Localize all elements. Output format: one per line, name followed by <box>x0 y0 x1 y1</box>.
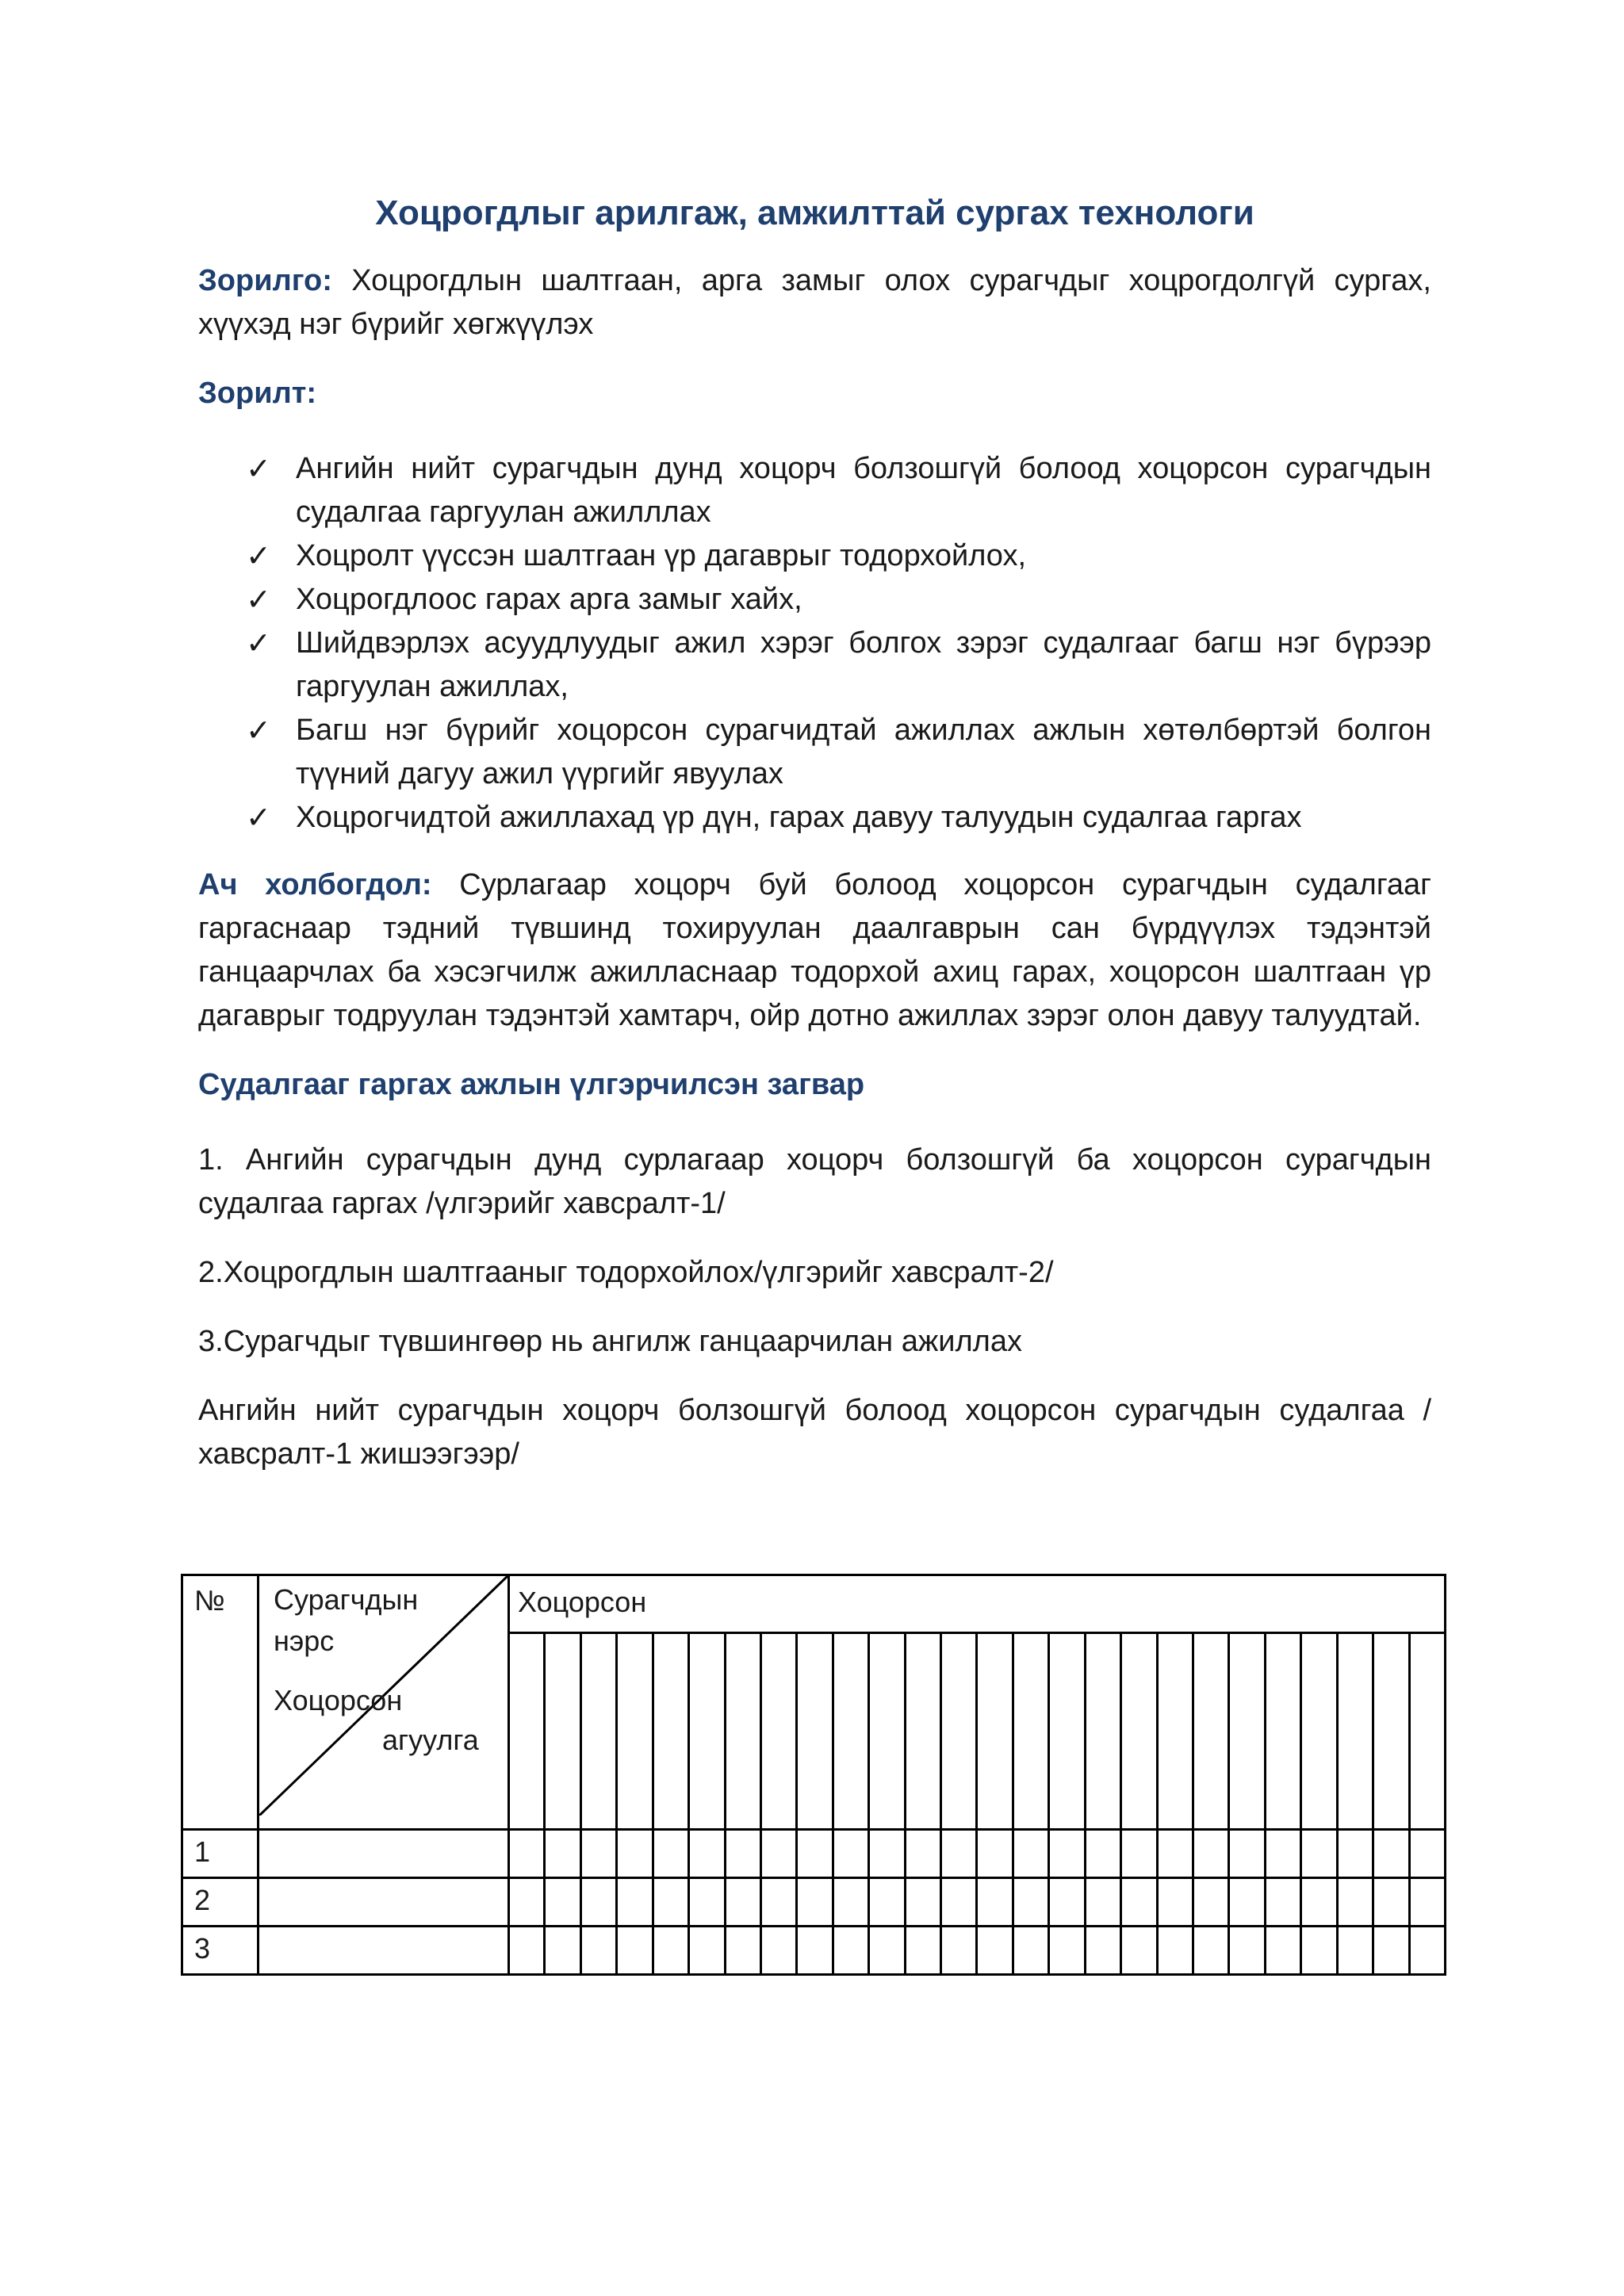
row-number: 1 <box>182 1830 259 1878</box>
checkmark-icon: ✓ <box>246 713 271 748</box>
table-cell[interactable] <box>1193 1830 1229 1878</box>
table-cell[interactable] <box>725 1927 760 1975</box>
table-cell[interactable] <box>869 1878 905 1927</box>
subcolumn-header-cell <box>977 1633 1013 1830</box>
subcolumn-header-cell <box>1085 1633 1120 1830</box>
objective-item <box>246 447 1431 534</box>
objectives-list <box>198 447 1431 840</box>
subcolumn-header-cell <box>1157 1633 1193 1830</box>
importance-label: Ач холбогдол: <box>198 868 432 902</box>
subcolumn-header-cell <box>689 1633 725 1830</box>
checkmark-icon: ✓ <box>246 582 271 618</box>
subcolumn-header-cell <box>1265 1633 1300 1830</box>
objective-text: Ангийн нийт сурагчдын дунд хоцорч болзошгүй болоод хоцорсон сурагчдын судалгаа гаргуулан ажилллах <box>296 452 1431 530</box>
table-cell[interactable] <box>545 1830 580 1878</box>
table-cell[interactable] <box>689 1830 725 1878</box>
table-cell[interactable] <box>1301 1830 1337 1878</box>
table-cell[interactable] <box>1157 1927 1193 1975</box>
table-cell[interactable] <box>689 1878 725 1927</box>
table-cell[interactable] <box>1301 1927 1337 1975</box>
table-row <box>182 1830 1446 1878</box>
table-cell[interactable] <box>580 1830 616 1878</box>
goal-label: Зорилго: <box>198 264 332 298</box>
name-header-bottom-1: Хоцорсон <box>274 1684 403 1716</box>
table-cell[interactable] <box>580 1927 616 1975</box>
table-cell[interactable] <box>1157 1830 1193 1878</box>
table-cell[interactable] <box>1373 1927 1409 1975</box>
subcolumn-header-cell <box>580 1633 616 1830</box>
table-cell[interactable] <box>617 1927 653 1975</box>
table-cell[interactable] <box>653 1878 688 1927</box>
objectives-label: Зорилт: <box>198 377 316 411</box>
table-cell[interactable] <box>1229 1878 1265 1927</box>
subcolumn-header-cell <box>869 1633 905 1830</box>
importance-text: Сурлагаар хоцорч буй болоод хоцорсон сурагчдын судалгааг гаргаснаар тэдний түвшинд тохируулан даалгаврын сан бүрдүүлэх тэдэнтэй ганцаарчлах ба хэсэгчилж ажилласнаар тодорхой ахиц гарах, хоцорсон шалтгаан үр дагаврыг тодруулан тэдэнтэй хамтарч, ойр дотно ажиллах зэрэг олон давуу талуудтай. <box>198 868 1431 1033</box>
row-number: 3 <box>182 1927 259 1975</box>
subcolumn-header-cell <box>941 1633 977 1830</box>
document-title: Хоцрогдлыг арилгаж, амжилттай сургах технологи <box>375 193 1254 232</box>
table-cell[interactable] <box>1229 1927 1265 1975</box>
survey-table <box>181 1574 1446 1976</box>
table-cell[interactable] <box>1121 1927 1157 1975</box>
name-header-bottom-2: агуулга <box>382 1724 479 1756</box>
table-cell[interactable] <box>545 1927 580 1975</box>
student-name-cell[interactable] <box>259 1830 509 1878</box>
subcolumn-header-cell <box>1049 1633 1085 1830</box>
table-cell[interactable] <box>1337 1830 1373 1878</box>
table-cell[interactable] <box>1013 1878 1048 1927</box>
step-2: 2.Хоцрогдлын шалтгааныг тодорхойлох/үлгэрийг хавсралт-2/ <box>198 1256 1054 1290</box>
table-cell[interactable] <box>1337 1878 1373 1927</box>
subcolumn-header-cell <box>797 1633 833 1830</box>
subcolumn-header-cell <box>760 1633 796 1830</box>
objective-text: Хоцрогдлоос гарах арга замыг хайх, <box>296 583 802 617</box>
table-cell[interactable] <box>833 1830 868 1878</box>
goal-paragraph <box>198 259 1431 346</box>
table-cell[interactable] <box>509 1878 545 1927</box>
step-3: 3.Сурагчдыг түвшингөөр нь ангилж ганцаарчилан ажиллах <box>198 1325 1022 1359</box>
goal-text: Хоцрогдлын шалтгаан, арга замыг олох сурагчдыг хоцрогдолгүй сургах, хүүхэд нэг бүрийг хөгжүүлэх <box>198 264 1431 342</box>
table-cell[interactable] <box>1229 1830 1265 1878</box>
objective-item <box>246 796 1431 840</box>
checkmark-icon: ✓ <box>246 538 271 574</box>
subcolumn-header-cell <box>1409 1633 1445 1830</box>
group-header: Хоцорсон <box>509 1575 1446 1633</box>
table-cell[interactable] <box>725 1830 760 1878</box>
subcolumn-header-cell <box>833 1633 868 1830</box>
subcolumn-header-cell <box>1337 1633 1373 1830</box>
student-name-cell[interactable] <box>259 1878 509 1927</box>
subcolumn-header-cell <box>905 1633 940 1830</box>
table-cell[interactable] <box>977 1830 1013 1878</box>
table-cell[interactable] <box>653 1830 688 1878</box>
table-cell[interactable] <box>1049 1927 1085 1975</box>
table-cell[interactable] <box>760 1927 796 1975</box>
step-1: 1. Ангийн сурагчдын дунд сурлагаар хоцорч болзошгүй ба хоцорсон сурагчдын судалгаа гаргах /үлгэрийг хавсралт-1/ <box>198 1143 1431 1221</box>
row-number: 2 <box>182 1878 259 1927</box>
table-cell[interactable] <box>869 1927 905 1975</box>
table-cell[interactable] <box>905 1927 940 1975</box>
table-cell[interactable] <box>833 1927 868 1975</box>
objective-item <box>246 709 1431 796</box>
student-name-cell[interactable] <box>259 1927 509 1975</box>
table-cell[interactable] <box>1013 1830 1048 1878</box>
table-cell[interactable] <box>1049 1830 1085 1878</box>
subcolumn-header-cell <box>545 1633 580 1830</box>
table-cell[interactable] <box>1337 1927 1373 1975</box>
table-cell[interactable] <box>1265 1878 1300 1927</box>
objective-text: Хоцрогчидтой ажиллахад үр дүн, гарах давуу талуудын судалгаа гаргах <box>296 801 1302 835</box>
table-cell[interactable] <box>1409 1830 1445 1878</box>
table-cell[interactable] <box>1157 1878 1193 1927</box>
table-header-row <box>182 1575 1446 1633</box>
name-header-diagonal <box>259 1575 509 1830</box>
objective-text: Хоцролт үүссэн шалтгаан үр дагаврыг тодорхойлох, <box>296 539 1027 573</box>
name-header-top: Сурагчдын нэрс <box>274 1583 419 1657</box>
subcolumn-header-cell <box>1121 1633 1157 1830</box>
table-cell[interactable] <box>833 1878 868 1927</box>
table-cell[interactable] <box>941 1878 977 1927</box>
checkmark-icon: ✓ <box>246 800 271 836</box>
objective-text: Шийдвэрлэх асуудлуудыг ажил хэрэг болгох зэрэг судалгааг багш нэг бүрээр гаргуулан ажиллах, <box>296 626 1431 704</box>
table-cell[interactable] <box>1193 1878 1229 1927</box>
objective-item <box>246 622 1431 709</box>
table-cell[interactable] <box>797 1927 833 1975</box>
subcolumn-header-cell <box>617 1633 653 1830</box>
document-page <box>198 190 1431 1502</box>
table-cell[interactable] <box>1373 1878 1409 1927</box>
subcolumn-header-cell <box>1229 1633 1265 1830</box>
table-cell[interactable] <box>760 1878 796 1927</box>
table-intro: Ангийн нийт сурагчдын хоцорч болзошгүй болоод хоцорсон сурагчдын судалгаа / хавсралт-1 жишээгээр/ <box>198 1394 1431 1471</box>
table-cell[interactable] <box>580 1878 616 1927</box>
checkmark-icon: ✓ <box>246 451 271 487</box>
table-cell[interactable] <box>617 1878 653 1927</box>
objective-item <box>246 534 1431 578</box>
table-cell[interactable] <box>653 1927 688 1975</box>
table-cell[interactable] <box>941 1830 977 1878</box>
subcolumn-header-cell <box>1193 1633 1229 1830</box>
num-header: № <box>182 1575 259 1830</box>
table-cell[interactable] <box>1085 1927 1120 1975</box>
table-cell[interactable] <box>905 1830 940 1878</box>
subcolumn-header-cell <box>653 1633 688 1830</box>
table-cell[interactable] <box>1265 1830 1300 1878</box>
table-cell[interactable] <box>1121 1878 1157 1927</box>
table-cell[interactable] <box>1121 1830 1157 1878</box>
table-cell[interactable] <box>1409 1927 1445 1975</box>
table-cell[interactable] <box>905 1878 940 1927</box>
table-cell[interactable] <box>977 1927 1013 1975</box>
table-cell[interactable] <box>1301 1878 1337 1927</box>
table-cell[interactable] <box>1049 1878 1085 1927</box>
table-cell[interactable] <box>1013 1927 1048 1975</box>
table-cell[interactable] <box>617 1830 653 1878</box>
table-cell[interactable] <box>941 1927 977 1975</box>
subcolumn-header-cell <box>1301 1633 1337 1830</box>
table-cell[interactable] <box>509 1927 545 1975</box>
subcolumn-header-cell <box>1373 1633 1409 1830</box>
table-cell[interactable] <box>797 1830 833 1878</box>
table-cell[interactable] <box>1409 1878 1445 1927</box>
table-cell[interactable] <box>725 1878 760 1927</box>
table-cell[interactable] <box>689 1927 725 1975</box>
subcolumn-header-cell <box>1013 1633 1048 1830</box>
table-cell[interactable] <box>545 1878 580 1927</box>
table-cell[interactable] <box>1085 1878 1120 1927</box>
table-cell[interactable] <box>1373 1830 1409 1878</box>
diagonal-header <box>259 1576 508 1768</box>
table-cell[interactable] <box>977 1878 1013 1927</box>
table-cell[interactable] <box>1193 1927 1229 1975</box>
table-cell[interactable] <box>760 1830 796 1878</box>
importance-paragraph <box>198 863 1431 1038</box>
model-heading: Судалгааг гаргах ажлын үлгэрчилсэн загвар <box>198 1068 865 1102</box>
objective-text: Багш нэг бүрийг хоцорсон сурагчидтай ажиллах ажлын хөтөлбөртэй болгон түүний дагуу ажил үүргийг явуулах <box>296 714 1431 791</box>
table-row <box>182 1878 1446 1927</box>
table-row <box>182 1927 1446 1975</box>
table-cell[interactable] <box>869 1830 905 1878</box>
table-cell[interactable] <box>797 1878 833 1927</box>
subcolumn-header-cell <box>509 1633 545 1830</box>
table-cell[interactable] <box>509 1830 545 1878</box>
checkmark-icon: ✓ <box>246 626 271 661</box>
objective-item <box>246 578 1431 622</box>
table-cell[interactable] <box>1265 1927 1300 1975</box>
subcolumn-header-cell <box>725 1633 760 1830</box>
table-cell[interactable] <box>1085 1830 1120 1878</box>
